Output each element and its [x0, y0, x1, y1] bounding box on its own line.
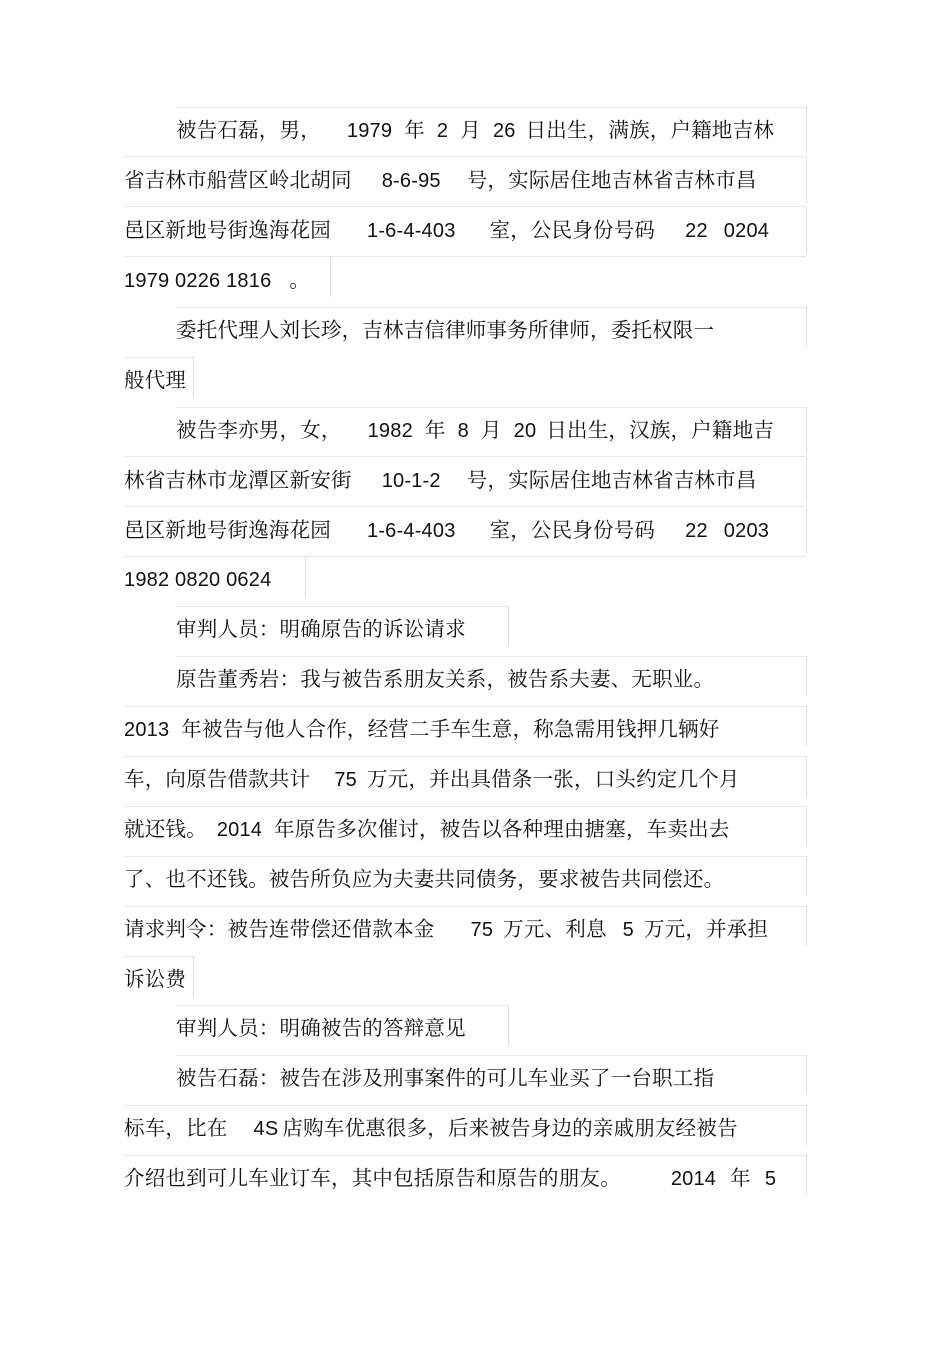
- text-run: 店购车优惠很多，后来被告身边的亲戚朋友经被告: [282, 1116, 738, 1140]
- text-run: 邑区新地号街逸海花园: [124, 518, 331, 542]
- plaintiff-line-2: [124, 715, 720, 744]
- text-run: 22: [685, 520, 708, 542]
- text-run: 20: [513, 420, 537, 442]
- border-line: [806, 656, 807, 696]
- agent-line-1: 委托代理人刘长珍，吉林吉信律师事务所律师，委托权限一: [176, 318, 715, 342]
- border-line: [806, 1055, 807, 1095]
- border-line: [806, 157, 807, 203]
- defendant-2-line-3: [124, 516, 769, 545]
- border-line: [124, 756, 806, 757]
- text-run: 邑区新地号街逸海花园: [124, 218, 331, 242]
- border-line: [305, 557, 306, 597]
- border-line: [176, 307, 806, 308]
- border-line: [806, 1155, 807, 1195]
- judge-line-defendant: 审判人员：明确被告的答辩意见: [176, 1016, 466, 1040]
- text-run: 号，实际居住地吉林省吉林市昌: [466, 168, 757, 192]
- border-line: [124, 456, 806, 457]
- text-run: 1982: [367, 420, 413, 442]
- defendant-statement-line-1: 被告石磊：被告在涉及刑事案件的可儿车业买了一台职工指: [176, 1066, 715, 1090]
- border-line: [176, 656, 806, 657]
- text-run: 年: [404, 118, 425, 142]
- text-run: 被告石磊，男，: [176, 118, 321, 142]
- text-run: 就还钱。: [124, 817, 207, 841]
- border-line: [124, 956, 193, 957]
- text-run: 5: [764, 1168, 777, 1190]
- border-line: [806, 756, 807, 796]
- text-run: 10-1-2: [381, 470, 441, 492]
- border-line: [176, 407, 806, 408]
- text-run: 0204: [723, 220, 770, 242]
- border-line: [124, 856, 806, 857]
- border-line: [806, 457, 807, 503]
- text-run: 2: [436, 120, 449, 142]
- text-run: 75: [334, 769, 357, 791]
- text-run: 2014: [216, 819, 263, 841]
- border-line: [508, 1005, 509, 1045]
- defendant-1-line-1: [176, 116, 774, 145]
- border-line: [124, 1155, 806, 1156]
- border-line: [124, 357, 193, 358]
- text-run: 省吉林市船营区岭北胡同: [124, 168, 352, 192]
- defendant-1-line-4: [124, 266, 310, 295]
- text-run: 标车，比在: [124, 1116, 228, 1140]
- text-run: 室，公民身份号码: [489, 218, 656, 242]
- id-number: 1979 0226 1816: [124, 270, 272, 292]
- defendant-statement-line-3: [124, 1164, 776, 1193]
- text-run: 1-6-4-403: [367, 220, 456, 242]
- border-line: [806, 407, 807, 453]
- text-run: 22: [685, 220, 708, 242]
- defendant-1-line-2: [124, 166, 757, 195]
- border-line: [124, 556, 806, 557]
- border-line: [193, 357, 194, 397]
- text-run: 年原告多次催讨，被告以各种理由搪塞，车卖出去: [274, 817, 730, 841]
- text-run: 万元、利息: [503, 917, 607, 941]
- border-line: [176, 1055, 806, 1056]
- text-run: 26: [492, 120, 516, 142]
- text-run: 介绍也到可儿车业订车，其中包括原告和原告的朋友。: [124, 1166, 621, 1190]
- border-line: [176, 606, 508, 607]
- text-run: 8-6-95: [381, 170, 441, 192]
- text-run: 月: [480, 418, 502, 442]
- text-run: 室，公民身份号码: [489, 518, 656, 542]
- border-line: [124, 256, 806, 257]
- agent-line-2: 般代理: [124, 368, 187, 392]
- plaintiff-line-3: [124, 765, 740, 794]
- defendant-2-line-4: 1982 0820 0624: [124, 569, 272, 591]
- text-run: 2014: [670, 1168, 717, 1190]
- text-run: 万元，并承担: [643, 917, 769, 941]
- text-run: 年被告与他人合作，经营二手车生意，称急需用钱押几辆好: [181, 717, 720, 741]
- text-run: 5: [622, 919, 634, 941]
- text-run: 日出生，汉族，户籍地吉: [546, 418, 774, 442]
- border-line: [806, 906, 807, 946]
- text-run: 请求判令：被告连带偿还借款本金: [124, 917, 435, 941]
- text-run: 月: [460, 118, 481, 142]
- text-run: 被告李亦男，女，: [176, 418, 342, 442]
- border-line: [193, 956, 194, 996]
- text-run: 年: [730, 1166, 751, 1190]
- text-run: 1-6-4-403: [367, 520, 456, 542]
- text-run: 万元，并出具借条一张，口头约定几个月: [366, 767, 740, 791]
- border-line: [806, 307, 807, 347]
- text-run: 号，实际居住地吉林省吉林市昌: [466, 468, 757, 492]
- text-run: 0203: [723, 520, 770, 542]
- text-run: 4S: [253, 1118, 279, 1140]
- border-line: [124, 206, 806, 207]
- text-run: 林省吉林市龙潭区新安街: [124, 468, 352, 492]
- text-run: 年: [424, 418, 446, 442]
- border-line: [806, 507, 807, 553]
- defendant-statement-line-2: [124, 1114, 738, 1143]
- text-run: 车，向原告借款共计: [124, 767, 311, 791]
- plaintiff-line-4: [124, 815, 730, 844]
- judge-line-plaintiff: 审判人员：明确原告的诉讼请求: [176, 617, 466, 641]
- border-line: [176, 107, 806, 108]
- border-line: [806, 1105, 807, 1145]
- border-line: [124, 706, 806, 707]
- border-line: [806, 856, 807, 896]
- border-line: [124, 906, 806, 907]
- plaintiff-line-7: 诉讼费: [124, 967, 187, 991]
- text-run: 8: [457, 420, 469, 442]
- border-line: [508, 606, 509, 646]
- text-run: 。: [289, 268, 311, 292]
- border-line: [124, 806, 806, 807]
- text-run: 2013: [124, 719, 170, 741]
- border-line: [806, 806, 807, 846]
- plaintiff-line-1: 原告董秀岩：我与被告系朋友关系，被告系夫妻、无职业。: [176, 667, 715, 691]
- border-line: [124, 1105, 806, 1106]
- text-run: 75: [470, 919, 494, 941]
- plaintiff-line-5: 了、也不还钱。被告所负应为夫妻共同债务，要求被告共同偿还。: [124, 867, 725, 891]
- text-run: 1979: [346, 120, 393, 142]
- border-line: [806, 706, 807, 746]
- border-line: [176, 1005, 508, 1006]
- border-line: [806, 207, 807, 253]
- defendant-1-line-3: [124, 216, 769, 245]
- border-line: [806, 107, 807, 153]
- defendant-2-line-1: [176, 416, 774, 445]
- defendant-2-line-2: [124, 466, 757, 495]
- border-line: [124, 156, 806, 157]
- border-line: [124, 506, 806, 507]
- plaintiff-line-6: [124, 915, 768, 944]
- text-run: 日出生，满族，户籍地吉林: [525, 118, 774, 142]
- border-line: [330, 257, 331, 297]
